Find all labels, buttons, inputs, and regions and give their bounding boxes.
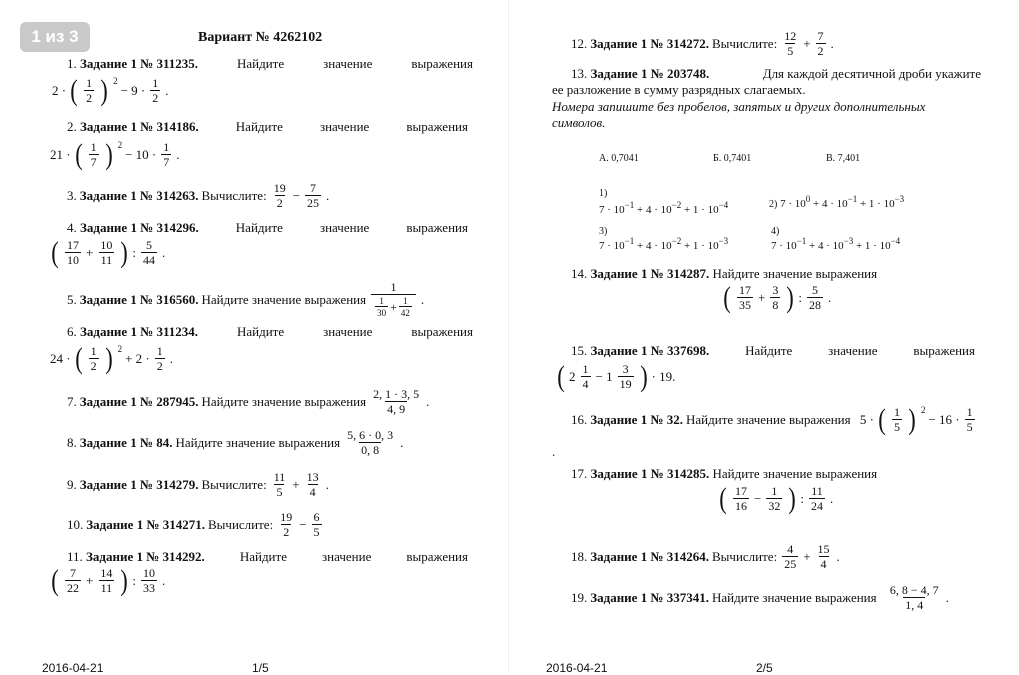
task-11-expression: ( $\frac{7}{22}$ + $\frac{14}{11}$ ) : $\frac{10}{33}$ . — [51, 564, 166, 597]
task-11: 11. Задание 1 № 314292. Найдите значение выражения — [67, 549, 468, 564]
footer-left-date: 2016-04-21 — [42, 661, 104, 675]
task-7: 7. Задание 1 № 287945. Найдите значение выражения $\frac{2, 1 \cdot 3, 5}{4, 9}$ . — [67, 387, 430, 416]
task-3: 3. Задание 1 № 314263. Вычислите: $\frac{19}{2}$ − $\frac{7}{25}$ . — [67, 181, 330, 210]
task-16: 16. Задание 1 № 32. Найдите значение выражения 5 · ( $\frac{1}{5}$ ) 2 − 16 · $\frac{1}{5}$ — [571, 403, 973, 436]
task-19: 19. Задание 1 № 337341. Найдите значение выражения $\frac{6, 8 - 4, 7}{1, 4}$ . — [571, 583, 949, 612]
task-17: 17. Задание 1 № 314285. Найдите значение выражения — [571, 466, 878, 481]
answer-4: $7 \cdot 10^{-1} + 4 \cdot 10^{-3} + 1 \cdot 10^{-4}$ — [771, 236, 901, 252]
footer-right-date: 2016-04-21 — [546, 661, 608, 675]
footer-right-page: 2/5 — [756, 661, 773, 675]
task-4: 4. Задание 1 № 314296. Найдите значение выражения — [67, 220, 468, 235]
task-4-expression: ( $\frac{17}{10}$ + $\frac{10}{11}$ ) : $\frac{5}{44}$ . — [51, 236, 166, 269]
task-13-note: Номера запишите без пробелов, запятых и других дополнительных — [552, 99, 926, 114]
task-15-expression: ( 2 $\frac{1}{4}$ − 1 $\frac{3}{19}$ ) · 19. — [557, 360, 676, 393]
answer-1: $7 \cdot 10^{-1} + 4 \cdot 10^{-2} + 1 \cdot 10^{-4}$ — [599, 200, 729, 216]
task-5: 5. Задание 1 № 316560. Найдите значение выражения 1 $\frac{1}{30}$ + $\frac{1}{42}$ . — [67, 280, 425, 318]
task-8: 8. Задание 1 № 84. Найдите значение выражения $\frac{5, 6 \cdot 0, 3}{0, 8}$ . — [67, 428, 404, 457]
page-counter-badge[interactable]: 1 из 3 — [20, 22, 90, 52]
task-18: 18. Задание 1 № 314264. Вычислите: $\frac{4}{25}$ + $\frac{15}{4}$ . — [571, 542, 840, 571]
task-13-line-2: ее разложение в сумму разрядных слагаемых. — [552, 82, 806, 97]
task-9: 9. Задание 1 № 314279. Вычислите: $\frac{11}{5}$ + $\frac{13}{4}$ . — [67, 470, 329, 499]
task-17-expression: ( $\frac{17}{16}$ − $\frac{1}{32}$ ) : $\frac{11}{24}$ . — [719, 482, 834, 515]
answer-3: $7 \cdot 10^{-1} + 4 \cdot 10^{-2} + 1 \cdot 10^{-3}$ — [599, 236, 729, 252]
option-c: В. 7,401 — [826, 153, 861, 164]
answer-1-label: 1) — [599, 188, 608, 199]
task-12: 12. Задание 1 № 314272. Вычислите: $\frac{12}{5}$ + $\frac{7}{2}$ . — [571, 29, 834, 58]
task-10: 10. Задание 1 № 314271. Вычислите: $\frac{19}{2}$ − $\frac{6}{5}$ — [67, 510, 320, 539]
task-14: 14. Задание 1 № 314287. Найдите значение выражения — [571, 266, 878, 281]
task-1: 1. Задание 1 № 311235. Найдите значение выражения — [67, 56, 473, 71]
answer-4-label: 4) — [771, 226, 780, 237]
answer-2: 2) $7 \cdot 10^0 + 4 \cdot 10^{-1} + 1 \cdot 10^{-3}$ — [769, 194, 905, 210]
task-6: 6. Задание 1 № 311234. Найдите значение выражения — [67, 324, 473, 339]
task-2-expression: 21 · ( $\frac{1}{7}$ ) 2 − 10 · $\frac{1}{7}$ . — [50, 138, 180, 171]
task-2: 2. Задание 1 № 314186. Найдите значение выражения — [67, 119, 468, 134]
page-divider — [508, 0, 509, 672]
option-b: Б. 0,7401 — [713, 153, 752, 164]
task-13: 13. Задание 1 № 203748. Для каждой десятичной дроби укажите — [571, 66, 981, 81]
task-1-expression: 2 · ( $\frac{1}{2}$ ) 2 − 9 · $\frac{1}{2}$ . — [52, 74, 169, 107]
answer-3-label: 3) — [599, 226, 608, 237]
stray-dot: . — [552, 444, 556, 459]
task-14-expression: ( $\frac{17}{35}$ + $\frac{3}{8}$ ) : $\frac{5}{28}$ . — [723, 281, 832, 314]
task-6-expression: 24 · ( $\frac{1}{2}$ ) 2 + 2 · $\frac{1}{2}$ . — [50, 342, 174, 375]
variant-title: Вариант № 4262102 — [198, 30, 323, 45]
option-a: А. 0,7041 — [599, 153, 639, 164]
task-15: 15. Задание 1 № 337698. Найдите значение выражения — [571, 343, 975, 358]
task-13-note-2: символов. — [552, 115, 606, 130]
footer-left-page: 1/5 — [252, 661, 269, 675]
